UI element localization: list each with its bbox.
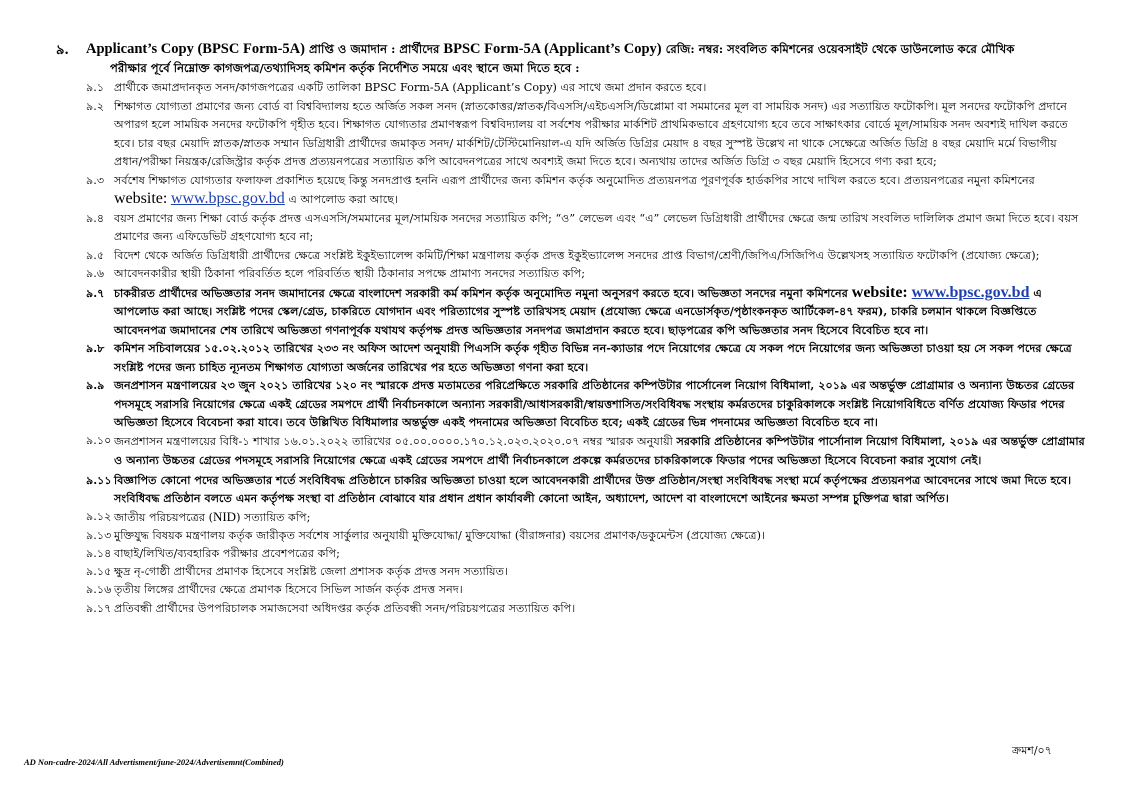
list-item: ৯.১৪ বাছাই/লিখিত/ব্যবহারিক পরীক্ষার প্রবেশপত্রের কপি; xyxy=(86,546,340,560)
page-continuation-marker: ক্রমশ/০৭ xyxy=(1012,744,1052,757)
list-item: ৯.৪ বয়স প্রমাণের জন্য শিক্ষা বোর্ড কর্তৃক প্রদত্ত এসএসসি/সমমানের মূল/সাময়িক সনদের সত্যায়িত কপি; “ও” লেভেল এবং “এ” লেভেল ডিগ্রিধারী প্রার্থীদের ক্ষেত্রে জন্ম তারিখ সংবলিত দালিলিক প্রমাণ জমা দিতে হবে। বয়স প্রমাণের জন্য এফিডেভিট গ্রহণযোগ্য হবে না; xyxy=(86,211,1079,243)
list-item: ৯.১১ বিজ্ঞাপিত কোনো পদের অভিজ্ঞতার শর্তে সংবিধিবদ্ধ প্রতিষ্ঠানে চাকরির অভিজ্ঞতা চাওয়া হলে আবেদনকারী প্রার্থীদের উক্ত প্রতিষ্ঠান/সংস্থা সংবিধিবদ্ধ সংস্থা মর্মে কর্তৃপক্ষের প্রত্যয়নপত্র আবেদনের সাথে জমা দিতে হবে। সংবিধিবদ্ধ প্রতিষ্ঠান বলতে এমন কর্তৃপক্ষ সংস্থা বা প্রতিষ্ঠান বোঝাবে যার প্রধান প্রধান কার্যাবলী কোনো আইন, অধ্যাদেশ, আদেশ বা বাংলাদেশে আইনের ক্ষমতা সম্পন্ন চুক্তিপত্র দ্বারা অর্পিত। xyxy=(86,472,1072,505)
list-item: ৯.২ শিক্ষাগত যোগ্যতা প্রমাণের জন্য বোর্ড বা বিশ্ববিদ্যালয় হতে অর্জিত সকল সনদ (স্নাতকোত্তর/স্নাতক/বিএসসি/এইচএসসি/ডিপ্লোমা বা সমমানের মূল বা সাময়িক সনদ) এর সত্যায়িত ফটোকপি। মূল সনদের ফটোকপি প্রদানে অপারগ হলে সাময়িক সনদের ফটোকপি গৃহীত হবে। শিক্ষাগত যোগ্যতার প্রমাণস্বরূপ বিশ্ববিদ্যালয় বা সর্বশেষ পরীক্ষার মার্কশিট প্রাথমিকভাবে গ্রহণযোগ্য হবে তবে সাক্ষাৎকার বোর্ডে মূল/সাময়িক সনদ অবশ্যই দাখিল করতে হবে। চার বছর মেয়াদি স্নাতক/স্নাতক সম্মান ডিগ্রিধারী প্রার্থীদের জমাকৃত সনদ/ মার্কশিট/টেস্টিমোনিয়াল-এ যদি অর্জিত ডিগ্রির মেয়াদ ৪ বছর সুস্পষ্ট উল্লেখ না থাকে সেক্ষেত্রে অর্জিত ডিগ্রি ৪ বছর মেয়াদি মর্মে বিভাগীয় প্রধান/পরীক্ষা নিয়ন্ত্রক/রেজিস্ট্রার কর্তৃক প্রদত্ত প্রত্যয়নপত্রের সত্যায়িত কপি আবেদনপত্রের সাথে অবশ্যই জমা দিতে হবে। অন্যথায় তাদের অর্জিত ডিগ্রি ৩ বছর মেয়াদি হিসেবে গণ্য করা হবে; xyxy=(86,99,1068,168)
list-item: ৯.৩ সর্বশেষ শিক্ষাগত যোগ্যতার ফলাফল প্রকাশিত হয়েছে কিন্তু সনদপ্রাপ্ত হননি এরূপ প্রার্থীদের জন্য কমিশন কর্তৃক অনুমোদিত প্রত্যয়নপত্র পূরণপূর্বক হার্ডকপির সাথে দাখিল করতে হবে। প্রত্যয়নপত্রের নমুনা কমিশনের website: www.bpsc.gov.bd এ আপলোড করা আছে। xyxy=(86,173,1035,207)
heading-rest: রেজি: নম্বর: সংবলিত কমিশনের ওয়েবসাইট থেকে ডাউনলোড করে মৌখিক xyxy=(665,42,1015,56)
bpsc-website-link[interactable]: www.bpsc.gov.bd xyxy=(170,190,285,207)
list-item: ৯.১ প্রার্থীকে জমাপ্রদানকৃত সনদ/কাগজপত্রের একটি তালিকা BPSC Form-5A (Applicant’s Copy) এর সাথে জমা প্রদান করতে হবে। xyxy=(86,81,707,94)
list-item: ৯.৫ বিদেশ থেকে অর্জিত ডিগ্রিধারী প্রার্থীদের ক্ষেত্রে সংশ্লিষ্ট ইকুইভ্যালেন্স কমিটি/শিক্ষা মন্ত্রণালয় কর্তৃক প্রদত্ত ইকুইভ্যালেন্স সনদের প্রাপ্ত বিভাগ/শ্রেণী/জিপিএ/সিজিপিএ উল্লেখসহ সত্যায়িত ফটোকপি (প্রযোজ্য ক্ষেত্রে); xyxy=(86,248,1040,262)
list-item: ৯.১০ জনপ্রশাসন মন্ত্রণালয়ের বিধি-১ শাখার ১৬.০১.২০২২ তারিখের ০৫.০০.০০০০.১৭০.১২.০২৩.২০২০.০৭ নম্বর স্মারক অনুযায়ী সরকারি প্রতিষ্ঠানের কম্পিউটার পার্সোনাল নিয়োগ বিধিমালা, ২০১৯ এর অন্তর্ভুক্ত প্রোগ্রামার ও অন্যান্য উচ্চতর গ্রেডের পদসমূহে সরাসরি নিয়োগের ক্ষেত্রে একই গ্রেডের সমপদে প্রার্থী নির্বাচনকালে প্রকল্পে কর্মরতদের চাকরিকালকে ফিডার পদের অভিজ্ঞতা হিসেবে বিবেচনা করার সুযোগ নেই। xyxy=(86,433,1085,467)
heading-form-title: Applicant’s Copy (BPSC Form-5A) xyxy=(86,41,305,57)
heading-line2: পরীক্ষার পূর্বে নিম্নোক্ত কাগজপত্র/তথ্যাদিসহ কমিশন কর্তৃক নির্দেশিত সময়ে এবং স্থানে জমা দিতে হবে : xyxy=(110,61,580,75)
heading-form-title-2: BPSC Form-5A (Applicant’s Copy) xyxy=(443,41,662,57)
list-item: ৯.১৫ ক্ষুদ্র নৃ-গোষ্ঠী প্রার্থীদের প্রমাণক হিসেবে সংশ্লিষ্ট জেলা প্রশাসক কর্তৃক প্রদত্ত সনদ সত্যায়িত। xyxy=(86,565,508,579)
section-heading xyxy=(86,40,1086,78)
list-item: ৯.১৭ প্রতিবন্ধী প্রার্থীদের উপপরিচালক সমাজসেবা অধিদপ্তর কর্তৃক প্রতিবন্ধী সনদ/পরিচয়পত্রের সত্যায়িত কপি। xyxy=(86,601,576,615)
heading-bn: প্রাপ্তি ও জমাদান : প্রার্থীদের xyxy=(309,42,440,56)
list-item: ৯.৬ আবেদনকারীর স্থায়ী ঠিকানা পরিবর্তিত হলে পরিবর্তিত স্থায়ী ঠিকানার সপক্ষে প্রামাণ্য সনদের সত্যায়িত কপি; xyxy=(86,267,586,280)
list-item: ৯.৭ চাকরীরত প্রার্থীদের অভিজ্ঞতার সনদ জমাদানের ক্ষেত্রে বাংলাদেশ সরকারী কর্ম কমিশন কর্তৃক অনুমোদিত নমুনা অনুসরণ করতে হবে। অভিজ্ঞতা সনদের নমুনা কমিশনের website: www.bpsc.gov.bd এ আপলোড করা আছে। সংশ্লিষ্ট পদের স্কেল/গ্রেড, চাকরিতে যোগদান এবং পরিত্যাগের সুস্পষ্ট তারিখসহ মেয়াদ (প্রযোজ্য ক্ষেত্রে এনডোর্সকৃত/পৃষ্ঠাংকনকৃত আর্টিকেল-৪৭ ফরম), চাকরি চলমান থাকলে বিজ্ঞপ্তিতে আবেদনপত্র জমাদানের শেষ তারিখে অভিজ্ঞতা গণনাপূর্বক যথাযথ কর্তৃপক্ষ প্রদত্ত অভিজ্ঞতার সনদপত্র জমাপ্রদান করতে হবে। ছাড়পত্রের কপি অভিজ্ঞতার সনদ হিসেবে বিবেচিত হবে না। xyxy=(86,283,1042,337)
list-item: ৯.১২ জাতীয় পরিচয়পত্রের (NID) সত্যায়িত কপি; xyxy=(86,508,311,524)
list-item: ৯.৯ জনপ্রশাসন মন্ত্রণালয়ের ২৩ জুন ২০২১ তারিখের ১২০ নং স্মারকে প্রদত্ত মতামতের পরিপ্রেক্ষিতে সরকারি প্রতিষ্ঠানের কম্পিউটার পার্সোনেল নিয়োগ বিধিমালা, ২০১৯ এর অন্তর্ভুক্ত প্রোগ্রামার ও অন্যান্য উচ্চতর গ্রেডের পদসমূহে সরাসরি নিয়োগের ক্ষেত্রে একই গ্রেডের সমপদে প্রার্থী নির্বাচনকালে অন্যান্য সরকারী/আধাসরকারী/স্বায়ত্তশাসিত/সংবিধিবদ্ধ সংস্থায় কর্মরতদের চাকুরিকালকে সংশ্লিষ্ট নিয়োগবিধিতে বর্ণিত প্রযোজ্য ফিডার পদের অভিজ্ঞতা হিসেবে বিবেচনা করা যাবে। তবে উল্লিখিত বিধিমালার অন্তর্ভুক্ত একই পদনামের অভিজ্ঞতা বিবেচিত হবে; একই গ্রেডের ভিন্ন পদনামের অভিজ্ঞতা বিবেচিত হবে না। xyxy=(86,378,1075,429)
list-item: ৯.৮ কমিশন সচিবালয়ের ১৫.০২.২০১২ তারিখের ২৩৩ নং অফিস আদেশ অনুযায়ী পিএসসি কর্তৃক গৃহীত বিভিন্ন নন-ক্যাডার পদে নিয়োগের ক্ষেত্রে যে সকল পদে নিয়োগের জন্য অভিজ্ঞতা চাওয়া হয় সে সকল পদের ক্ষেত্রে সংশ্লিষ্ট পদের জন্য চাহিত ন্যূনতম শিক্ষাগত যোগ্যতা অর্জনের তারিখের পর হতে অভিজ্ঞতা গণনা করা হবে। xyxy=(86,341,1072,374)
list-item: ৯.১৬ তৃতীয় লিঙ্গের প্রার্থীদের ক্ষেত্রে প্রমাণক হিসেবে সিভিল সার্জন কর্তৃক প্রদত্ত সনদ। xyxy=(86,583,463,597)
requirements-list xyxy=(86,79,1086,618)
document-footer: AD Non-cadre-2024/All Advertisment/june-2024/Advertisemnt(Combined) xyxy=(24,757,284,767)
section-number: ৯. xyxy=(56,43,69,58)
bpsc-website-link[interactable]: www.bpsc.gov.bd xyxy=(911,283,1030,301)
list-item: ৯.১৩ মুক্তিযুদ্ধ বিষয়ক মন্ত্রণালয় কর্তৃক জারীকৃত সর্বশেষ সার্কুলার অনুযায়ী মুক্তিযোদ্ধা/ মুক্তিযোদ্ধা (বীরাঙ্গনার) বয়সের প্রমাণক/ডকুমেন্টস (প্রযোজ্য ক্ষেত্রে)। xyxy=(86,528,765,542)
